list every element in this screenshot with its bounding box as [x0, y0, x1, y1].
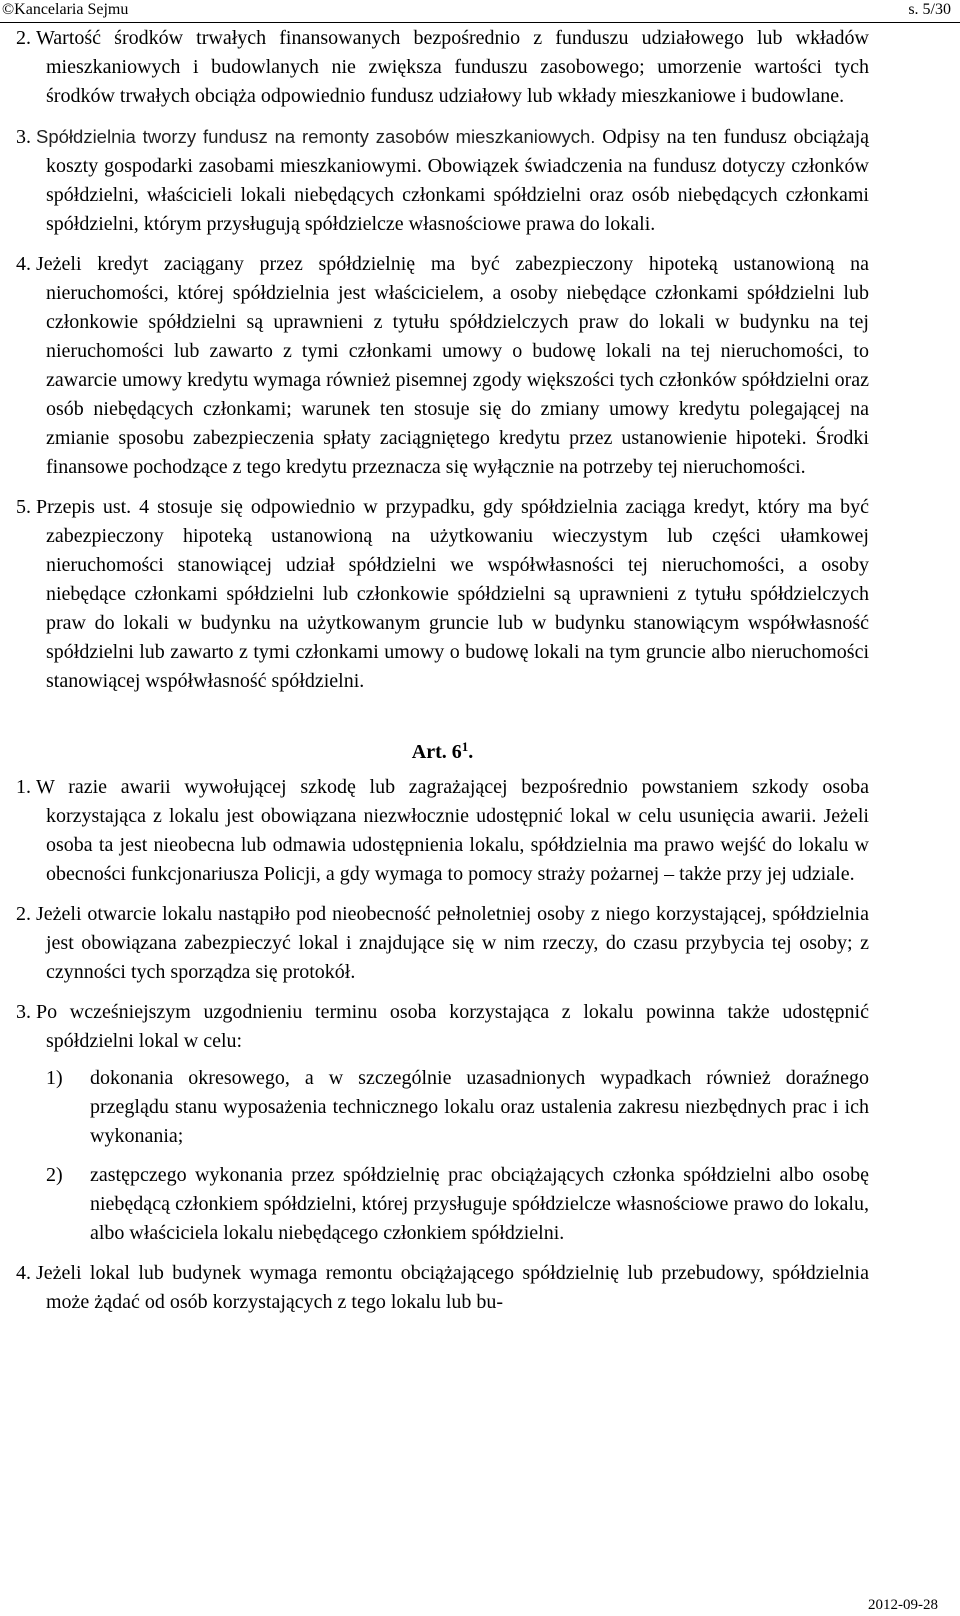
paragraph-text: W razie awarii wywołującej szkodę lub zagrażającej bezpośrednio powstaniem szkody osoba korzystająca z lokalu jest obowiązana niezwłocznie udostępnić lokal w celu usunięcia awarii. Jeżeli osoba ta jest nieobecna lub odmawia udostępnienia lokalu, spółdzielnia ma prawo wejść do lokalu w obecności funkcjonariusza Policji, a gdy wymaga to pomocy straży pożarnej – także przy jej udziale. [36, 776, 869, 885]
paragraph-number: 3. [16, 1001, 31, 1023]
list-item-text: zastępczego wykonania przez spółdzielnię prac obciążających członka spółdzielni albo osobę niebędącą członkiem spółdzielni, której przysługuje spółdzielcze własnościowe prawo do lokalu, albo właściciela lokalu niebędącego członkiem spółdzielni. [90, 1164, 869, 1244]
document-body [16, 24, 869, 1328]
list-item-number: 2) [46, 1164, 63, 1186]
list-item-number: 1) [46, 1067, 63, 1089]
article-paragraph-4 [16, 1259, 869, 1317]
list-item [46, 1161, 869, 1248]
list-item-text: dokonania okresowego, a w szczególnie uzasadnionych wypadkach również doraźnego przeglądu stanu wyposażenia technicznego lokalu oraz ustalenia zakresu niezbędnych prac i ich wykonania; [90, 1067, 869, 1147]
point-list [16, 1064, 869, 1248]
paragraph-text: Po wcześniejszym uzgodnieniu terminu osoba korzystająca z lokalu powinna także udostępnić spółdzielni lokal w celu: [36, 1001, 869, 1052]
page-header [0, 0, 960, 22]
article-suffix: . [468, 741, 474, 763]
article-paragraph-3 [16, 998, 869, 1056]
paragraph-3 [16, 122, 869, 239]
paragraph-text: Jeżeli otwarcie lokalu nastąpiło pod nieobecność pełnoletniej osoby z niego korzystającej, spółdzielnia jest obowiązana zabezpieczyć lokal i znajdujące się w nim rzeczy, do czasu przybycia tej osoby; z czynności tych sporządza się protokół. [36, 903, 869, 983]
paragraph-text: Odpisy na ten fundusz obciążają koszty gospodarki zasobami mieszkaniowymi. Obowiązek świadczenia na fundusz dotyczy członków spółdzielni, właścicieli lokali niebędących członkami spółdzielni oraz osób niebędących członkami spółdzielni, którym przysługują spółdzielcze własnościowe prawa do lokali. [46, 126, 870, 235]
page-number: s. 5/30 [908, 1, 951, 18]
paragraph-text: Przepis ust. 4 stosuje się odpowiednio w przypadku, gdy spółdzielnia zaciąga kredyt, który ma być zabezpieczony hipoteką ustanowioną na użytkowaniu wieczystym lub części ułamkowej nieruchomości stanowiącej udział spółdzielni we współwłasności tej nieruchomości, a osoby niebędące członkami spółdzielni lub członkowie spółdzielni są uprawnieni z tytułu spółdzielczych praw do lokali w budynku na użytkowanym gruncie lub w budynku stanowiącym współwłasność spółdzielni lub zawarto z tymi członkami umowy o budowę lokali na tym gruncie albo nieruchomości stanowiącej współwłasność spółdzielni. [36, 496, 869, 692]
paragraph-number: 4. [16, 253, 31, 275]
paragraph-number: 1. [16, 776, 31, 798]
paragraph-number: 3. [16, 126, 31, 148]
paragraph-number: 2. [16, 903, 31, 925]
copyright-label: ©Kancelaria Sejmu [2, 1, 129, 18]
article-title [16, 732, 869, 767]
paragraph-number: 5. [16, 496, 31, 518]
article-paragraph-1 [16, 773, 869, 889]
paragraph-text: Jeżeli lokal lub budynek wymaga remontu obciążającego spółdzielnię lub przebudowy, spółdzielnia może żądać od osób korzystających z tego lokalu lub bu- [36, 1262, 869, 1313]
paragraph-4 [16, 250, 869, 482]
paragraph-text-sans: Spółdzielnia tworzy fundusz na remonty zasobów mieszkaniowych. [36, 126, 596, 147]
list-item [46, 1064, 869, 1151]
article-paragraph-2 [16, 900, 869, 987]
paragraph-number: 2. [16, 27, 31, 49]
paragraph-number: 4. [16, 1262, 31, 1284]
paragraph-2 [16, 24, 869, 111]
article-label: Art. 6 [411, 741, 462, 763]
page-footer-date: 2012-09-28 [868, 1597, 938, 1613]
article-superscript: 1 [461, 739, 469, 754]
paragraph-5 [16, 493, 869, 696]
paragraph-text: Jeżeli kredyt zaciągany przez spółdzielnię ma być zabezpieczony hipoteką ustanowioną na nieruchomości, której spółdzielnia jest właścicielem, a osoby niebędące członkami spółdzielni lub członkowie spółdzielni są uprawnieni z tytułu spółdzielczych praw do lokali w budynku na tej nieruchomości lub zawarto z tymi członkami umowy o budowę lokali na tej nieruchomości, to zawarcie umowy kredytu wymaga również pisemnej zgody większości tych członków spółdzielni oraz osób niebędących członkami; warunek ten stosuje się do zmiany umowy kredytu polegającej na zmianie sposobu zabezpieczenia spłaty zaciągniętego kredytu przez ustanowienie hipoteki. Środki finansowe pochodzące z tego kredytu przeznacza się wyłącznie na potrzeby tej nieruchomości. [36, 253, 869, 478]
paragraph-text: Wartość środków trwałych finansowanych bezpośrednio z funduszu udziałowego lub wkładów mieszkaniowych i budowlanych nie zwiększa funduszu zasobowego; umorzenie wartości tych środków trwałych obciąża odpowiednio fundusz udziałowy lub wkłady mieszkaniowe i budowlane. [36, 27, 869, 107]
header-divider [0, 22, 960, 23]
